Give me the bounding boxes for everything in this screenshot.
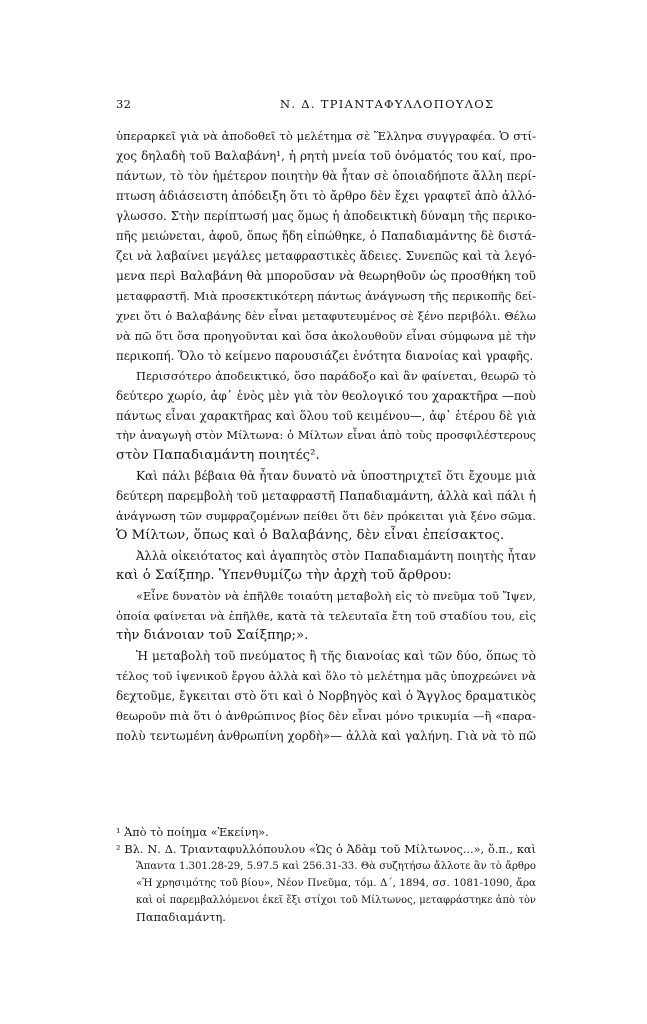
text-line: μεταφραστῆ. Μιὰ προσεκτικότερη πάντως ἀνάγνωση τῆς περικοπῆς δεί- bbox=[116, 289, 536, 303]
footnote-2-line: Ἅπαντα 1.301.28-29, 5.97.5 καὶ 256.31-33. Θὰ συζητήσω ἄλλοτε ἂν τὸ ἄρθρο bbox=[136, 861, 536, 872]
text-line: ὁποία φαίνεται νὰ ἐπῆλθε, κατὰ τὰ τελευταῖα ἔτη τοῦ σταδίου του, εἰς bbox=[116, 609, 536, 623]
text-line: γλωσσο. Στὴν περίπτωσή μας ὅμως ἡ ἀποδεικτικὴ δύναμη τῆς περικο- bbox=[116, 209, 536, 223]
text-line: πολὺ τεντωμένη ἀνθρωπίνη χορδὴ»— ἀλλὰ καὶ γαλήνη. Γιὰ νὰ τὸ πῶ bbox=[116, 729, 536, 743]
footnote-1: ¹ Ἀπὸ τὸ ποίημα «Ἐκείνη». bbox=[116, 826, 269, 839]
page-number: 32 bbox=[116, 97, 132, 111]
text-line: νὰ πῶ ὅτι ὅσα προηγοῦνται καὶ ὅσα ἀκολουθοῦν εἶναι σύμφωνα μὲ τὴν bbox=[116, 329, 536, 343]
text-line: Περισσότερο ἀποδεικτικό, ὅσο παράδοξο καὶ ἂν φαίνεται, θεωρῶ τὸ bbox=[136, 369, 536, 383]
text-line: θεωροῦν πιὰ ὅτι ὁ ἀνθρώπινος βίος δὲν εἶναι μόνο τρικυμία —ἢ «παρα- bbox=[116, 709, 536, 723]
text-line: Ἀλλὰ οἰκειότατος καὶ ἀγαπητὸς στὸν Παπαδιαμάντη ποιητὴς ἦταν bbox=[136, 549, 536, 563]
text-line: πάντως εἶναι χαρακτῆρας καὶ ὅλου τοῦ κειμένου—, ἀφ᾽ ἑτέρου δὲ γιὰ bbox=[116, 409, 536, 423]
text-line: πτωση ἀδιάσειστη ἀπόδειξη ὅτι τὸ ἄρθρο δὲν ἔχει γραφτεῖ ἀπὸ ἀλλό- bbox=[116, 189, 536, 203]
text-line: περικοπή. Ὅλο τὸ κείμενο παρουσιάζει ἑνότητα διανοίας καὶ γραφῆς. bbox=[116, 349, 534, 363]
text-line: πῆς μειώνεται, ἀφοῦ, ὅπως ἤδη εἰπώθηκε, ὁ Παπαδιαμάντης δὲ διστά- bbox=[116, 229, 536, 243]
footnote-2: ² Βλ. Ν. Δ. Τριανταφυλλόπουλου «Ὡς ὁ Ἀδὰμ τοῦ Μίλτωνος...», ὅ.π., καὶ bbox=[116, 843, 536, 856]
text-line: τὴν διάνοιαν τοῦ Σαίξπηρ;». bbox=[116, 628, 309, 643]
text-line: Ἡ μεταβολὴ τοῦ πνεύματος ἢ τῆς διανοίας καὶ τῶν δύο, ὅπως τὸ bbox=[136, 649, 536, 663]
text-line: δεύτερη παρεμβολὴ τοῦ μεταφραστῆ Παπαδιαμάντη, ἀλλὰ καὶ πάλι ἡ bbox=[116, 489, 536, 503]
text-line: ὑπεραρκεῖ γιὰ νὰ ἀποδοθεῖ τὸ μελέτημα σὲ Ἕλληνα συγγραφέα. Ὁ στί- bbox=[116, 129, 536, 143]
text-line: καὶ ὁ Σαίξπηρ. Ὑπενθυμίζω τὴν ἀρχὴ τοῦ ἄρθρου: bbox=[116, 568, 452, 583]
text-line: μενα περὶ Βαλαβάνη θὰ μποροῦσαν νὰ θεωρηθοῦν ὡς προσθήκη τοῦ bbox=[116, 269, 536, 283]
footnotes bbox=[116, 824, 536, 926]
text-line: ζει νὰ λαβαίνει μεγάλες μεταφραστικὲς ἄδειες. Συνεπῶς καὶ τὰ λεγό- bbox=[116, 249, 536, 263]
footnote-2-line: καὶ οἱ παρεμβαλλόμενοι ἐκεῖ ἕξι στίχοι τοῦ Μίλτωνος, μεταφράστηκε ἀπὸ τὸν bbox=[136, 895, 536, 906]
text-line: πάντων, τὸ τὸν ἡμέτερον ποιητὴν θὰ ἦταν σὲ ὁποιαδήποτε ἄλλη περί- bbox=[116, 169, 536, 183]
text-line: στὸν Παπαδιαμάντη ποιητές². bbox=[116, 448, 320, 463]
main-text bbox=[116, 126, 536, 746]
footnote-2-line: Παπαδιαμάντη. bbox=[136, 911, 226, 924]
text-line: δεύτερο χωρίο, ἀφ᾽ ἑνὸς μὲν γιὰ τὸν θεολογικό του χαρακτῆρα —ποὺ bbox=[116, 389, 536, 403]
text-line: χνει ὅτι ὁ Βαλαβάνης δὲν εἶναι μεταφυτευμένος σὲ ξένο περιβόλι. Θέλω bbox=[116, 309, 536, 323]
text-line: Ὁ Μίλτων, ὅπως καὶ ὁ Βαλαβάνης, δὲν εἶναι ἐπείσακτος. bbox=[116, 528, 505, 543]
text-line: χος δηλαδὴ τοῦ Βαλαβάνη¹, ἡ ρητὴ μνεία τοῦ ὀνόματός του καί, προ- bbox=[116, 149, 536, 163]
text-line: «Εἶνε δυνατὸν νὰ ἐπῆλθε τοιαύτη μεταβολὴ εἰς τὸ πνεῦμα τοῦ Ἴψεν, bbox=[136, 589, 536, 603]
text-line: Καὶ πάλι βέβαια θὰ ἦταν δυνατὸ νὰ ὑποστηριχτεῖ ὅτι ἔχουμε μιὰ bbox=[136, 469, 536, 483]
running-title: Ν. Δ. ΤΡΙΑΝΤΑΦΥΛΛΟΠΟΥΛΟΣ bbox=[280, 97, 495, 111]
text-line: τὴν ἀναγωγὴ στὸν Μίλτωνα: ὁ Μίλτων εἶναι ἀπὸ τοὺς προσφιλέστερους bbox=[116, 429, 536, 442]
footnote-2-line: «Ἡ χρησιμότης τοῦ βίου», Νέον Πνεῦμα, τόμ. Δ΄, 1894, σσ. 1081-1090, ἄρα bbox=[136, 877, 536, 889]
text-line: δεχτοῦμε, ἔγκειται στὸ ὅτι καὶ ὁ Νορβηγὸς καὶ ὁ Ἄγγλος δραματικὸς bbox=[116, 689, 536, 703]
text-line: τέλος τοῦ ἰψενικοῦ ἔργου ἀλλὰ καὶ ὅλο τὸ μελέτημα μᾶς ὑποχρεώνει νὰ bbox=[116, 669, 536, 683]
text-line: ἀνάγνωση τῶν συμφραζομένων πείθει ὅτι δὲν πρόκειται γιὰ ξένο σῶμα. bbox=[116, 509, 536, 523]
